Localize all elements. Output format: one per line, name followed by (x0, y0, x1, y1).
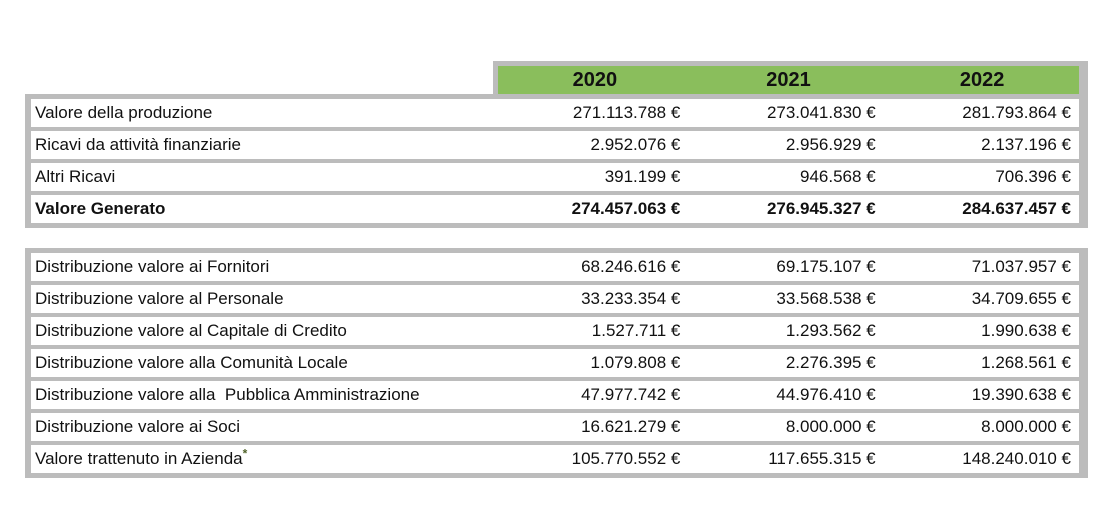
cell-value: 2.952.076 € (493, 131, 688, 159)
cell-value: 33.568.538 € (688, 285, 883, 313)
cell-value: 281.793.864 € (884, 99, 1079, 127)
cell-value: 1.527.711 € (493, 317, 688, 345)
year-header (493, 61, 1088, 94)
cell-value: 1.268.561 € (884, 349, 1079, 377)
row-label-text: Valore trattenuto in Azienda (35, 449, 243, 468)
row-label: Ricavi da attività finanziarie (31, 131, 493, 159)
cell-value: 44.976.410 € (688, 381, 883, 409)
year-header-row (25, 61, 1088, 94)
cell-value: 273.041.830 € (688, 99, 883, 127)
footnote-asterisk: * (242, 446, 248, 461)
cell-value: 33.233.354 € (493, 285, 688, 313)
cell-value: 1.990.638 € (884, 317, 1079, 345)
cell-value: 16.621.279 € (493, 413, 688, 441)
cell-value: 706.396 € (884, 163, 1079, 191)
cell-value: 8.000.000 € (884, 413, 1079, 441)
year-column-header-2020: 2020 (572, 69, 618, 91)
row-label: Distribuzione valore alla Comunità Locale (31, 349, 493, 377)
row-label: Distribuzione valore al Capitale di Credito (31, 317, 493, 345)
row-label: Distribuzione valore alla Pubblica Amministrazione (31, 381, 493, 409)
cell-value: 1.293.562 € (688, 317, 883, 345)
row-label: Valore della produzione (31, 99, 493, 127)
value-generated-table (25, 94, 1088, 228)
cell-value: 105.770.552 € (493, 445, 688, 473)
cell-value: 2.956.929 € (688, 131, 883, 159)
value-distribution-table (25, 248, 1088, 478)
cell-value: 2.276.395 € (688, 349, 883, 377)
cell-value: 1.079.808 € (493, 349, 688, 377)
cell-value: 284.637.457 € (884, 195, 1079, 223)
row-label-retained-value (31, 445, 493, 473)
cell-value: 274.457.063 € (493, 195, 688, 223)
cell-value: 71.037.957 € (884, 253, 1079, 281)
cell-value: 69.175.107 € (688, 253, 883, 281)
cell-value: 47.977.742 € (493, 381, 688, 409)
cell-value: 34.709.655 € (884, 285, 1079, 313)
cell-value: 276.945.327 € (688, 195, 883, 223)
cell-value: 946.568 € (688, 163, 883, 191)
row-label: Distribuzione valore ai Fornitori (31, 253, 493, 281)
cell-value: 8.000.000 € (688, 413, 883, 441)
row-label: Distribuzione valore ai Soci (31, 413, 493, 441)
cell-value: 68.246.616 € (493, 253, 688, 281)
cell-value: 391.199 € (493, 163, 688, 191)
row-label: Valore Generato (31, 195, 493, 223)
cell-value: 117.655.315 € (688, 445, 883, 473)
cell-value: 2.137.196 € (884, 131, 1079, 159)
header-spacer (25, 61, 493, 94)
financial-tables (25, 61, 1088, 478)
cell-value: 19.390.638 € (884, 381, 1079, 409)
row-label: Distribuzione valore al Personale (31, 285, 493, 313)
cell-value: 148.240.010 € (884, 445, 1079, 473)
cell-value: 271.113.788 € (493, 99, 688, 127)
row-label: Altri Ricavi (31, 163, 493, 191)
year-column-header-2022: 2022 (959, 69, 1005, 91)
year-column-header-2021: 2021 (766, 69, 811, 91)
